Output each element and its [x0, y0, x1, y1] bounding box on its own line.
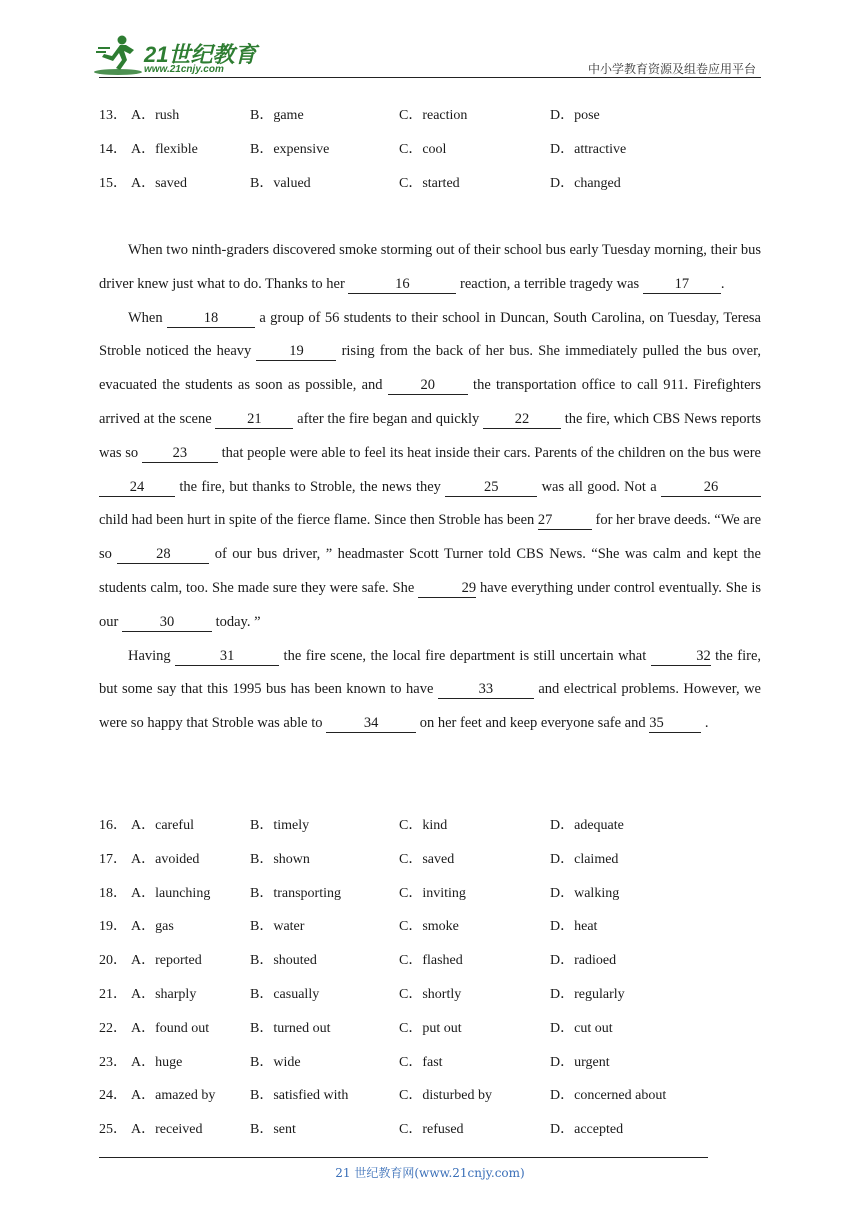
site-logo	[92, 34, 262, 78]
blank-30: 30	[122, 613, 212, 632]
option-d: D．regularly	[550, 987, 625, 1002]
passage-paragraph-2	[99, 302, 761, 640]
blank-16: 16	[348, 275, 456, 294]
option-a: A．reported	[131, 953, 202, 968]
question-24	[99, 1086, 761, 1106]
passage-paragraph-1	[99, 234, 761, 302]
question-number: 21．	[99, 987, 127, 1002]
option-c: C．flashed	[399, 953, 463, 968]
blank-26: 26	[661, 478, 761, 497]
blank-31: 31	[175, 647, 279, 666]
option-c: C．kind	[399, 818, 448, 833]
option-c: C．refused	[399, 1122, 464, 1137]
option-d: D．walking	[550, 886, 620, 901]
passage-text: the fire, which CBS News reports was so	[99, 410, 762, 461]
option-b: B．sent	[250, 1122, 296, 1137]
option-d: D．pose	[550, 108, 600, 123]
blank-17: 17	[643, 275, 721, 294]
blank-23: 23	[142, 444, 218, 463]
question-19	[99, 917, 761, 937]
option-a: A．found out	[131, 1021, 210, 1036]
blank-25: 25	[445, 478, 537, 497]
passage-text: the fire scene, the local fire department is still uncertain what	[279, 647, 651, 664]
option-b: B．game	[250, 108, 304, 123]
option-a: A．launching	[131, 886, 211, 901]
option-d: D．changed	[550, 176, 621, 191]
blank-22: 22	[483, 410, 561, 429]
passage-text: have everything under control eventually. She is our	[99, 579, 761, 630]
passage-text: .	[701, 715, 709, 732]
option-b: B．timely	[250, 818, 310, 833]
passage-text: .	[720, 275, 725, 292]
question-number: 19．	[99, 919, 127, 934]
question-21	[99, 985, 761, 1005]
option-c: C．put out	[399, 1021, 462, 1036]
question-number: 18．	[99, 886, 127, 901]
question-13	[99, 106, 761, 126]
question-16	[99, 816, 761, 836]
blank-21: 21	[215, 410, 293, 429]
page-footer[interactable]: 21 世纪教育网(www.21cnjy.com)	[335, 1166, 525, 1180]
blank-20: 20	[388, 376, 468, 395]
question-number: 25．	[99, 1122, 127, 1137]
option-a: A．huge	[131, 1055, 183, 1070]
passage-text: of our bus driver, ” headmaster Scott Turner told CBS News. “She was calm and kept the students calm, too. She made sure they were safe. She	[99, 546, 761, 596]
option-d: D．claimed	[550, 852, 619, 867]
option-b: B．shouted	[250, 953, 317, 968]
option-d: D．heat	[550, 919, 598, 934]
question-18	[99, 884, 761, 904]
option-a: A．received	[131, 1122, 203, 1137]
logo-url: www.21cnjy.com	[144, 64, 224, 75]
option-d: D．cut out	[550, 1021, 613, 1036]
option-a: A．rush	[131, 108, 180, 123]
blank-27: 27	[538, 511, 592, 530]
option-d: D．urgent	[550, 1055, 610, 1070]
passage-text: When two ninth-graders discovered smoke storming out of their school bus early Tuesday morning, their bus driver knew just what to do. Thanks to her	[99, 242, 761, 292]
option-a: A．sharply	[131, 987, 197, 1002]
footer-divider	[99, 1157, 708, 1158]
passage-text: Having	[128, 647, 176, 664]
option-b: B．casually	[250, 987, 320, 1002]
option-a: A．careful	[131, 818, 194, 833]
passage-text: on her feet and keep everyone safe and	[416, 715, 650, 732]
option-d: D．attractive	[550, 142, 627, 157]
header-tagline: 中小学教育资源及组卷应用平台	[587, 62, 756, 76]
passage-text: the transportation office to call 911. Firefighters arrived at the scene	[99, 377, 761, 427]
passage-text: today. ”	[211, 613, 261, 630]
option-a: A．saved	[131, 176, 187, 191]
question-22	[99, 1019, 761, 1039]
question-14	[99, 140, 761, 160]
question-20	[99, 951, 761, 971]
logo-title: 21世纪教育	[144, 42, 257, 67]
option-c: C．inviting	[399, 886, 466, 901]
question-number: 13．	[99, 108, 127, 123]
passage-text: When	[128, 309, 167, 326]
option-c: C．started	[399, 176, 460, 191]
blank-34: 34	[326, 714, 416, 733]
header-divider	[99, 77, 761, 78]
blank-32: 32	[651, 647, 711, 666]
question-number: 22．	[99, 1021, 127, 1036]
option-d: D．accepted	[550, 1122, 624, 1137]
option-b: B．shown	[250, 852, 310, 867]
option-b: B．wide	[250, 1055, 301, 1070]
question-number: 16．	[99, 818, 127, 833]
question-23	[99, 1053, 761, 1073]
cloze-passage	[99, 234, 761, 741]
passage-text: reaction, a terrible tragedy was	[456, 275, 643, 292]
blank-33: 33	[438, 680, 534, 699]
passage-text: was all good. Not a	[537, 478, 661, 495]
question-15	[99, 174, 761, 194]
question-number: 23．	[99, 1055, 127, 1070]
option-b: B．transporting	[250, 886, 341, 901]
option-a: A．gas	[131, 919, 174, 934]
blank-28: 28	[117, 545, 209, 564]
option-c: C．saved	[399, 852, 455, 867]
blank-18: 18	[167, 309, 255, 328]
option-d: D．adequate	[550, 818, 624, 833]
option-d: D．radioed	[550, 953, 617, 968]
question-number: 20．	[99, 953, 127, 968]
passage-text: for her brave deeds. “We are so	[99, 512, 761, 563]
question-25	[99, 1120, 761, 1140]
passage-text: rising from the back of her bus. She immediately pulled the bus over, evacuated the students as soon as possible, and	[99, 343, 761, 394]
option-b: B．valued	[250, 176, 311, 191]
blank-24: 24	[99, 478, 175, 497]
passage-text: the fire, but thanks to Stroble, the news they	[175, 478, 446, 495]
option-c: C．fast	[399, 1055, 443, 1070]
passage-text: child had been hurt in spite of the fierce flame. Since then Stroble has been	[99, 512, 538, 529]
option-b: B．satisfied with	[250, 1088, 349, 1103]
option-d: D．concerned about	[550, 1088, 667, 1103]
question-number: 17．	[99, 852, 127, 867]
option-c: C．cool	[399, 142, 447, 157]
runner-icon	[92, 34, 142, 78]
blank-19: 19	[256, 342, 336, 361]
option-a: A．flexible	[131, 142, 198, 157]
question-17	[99, 850, 761, 870]
passage-paragraph-3	[99, 640, 761, 741]
question-number: 15．	[99, 176, 127, 191]
option-c: C．disturbed by	[399, 1088, 492, 1103]
passage-text: and electrical problems. However, we were so happy that Stroble was able to	[99, 681, 761, 732]
blank-35: 35	[649, 714, 701, 733]
passage-text: after the fire began and quickly	[293, 410, 483, 427]
option-a: A．avoided	[131, 852, 200, 867]
blank-29: 29	[418, 579, 476, 598]
question-number: 14．	[99, 142, 127, 157]
option-b: B．expensive	[250, 142, 330, 157]
page-header	[0, 0, 860, 80]
option-c: C．reaction	[399, 108, 468, 123]
option-c: C．shortly	[399, 987, 462, 1002]
option-b: B．turned out	[250, 1021, 331, 1036]
passage-text: a group of 56 students to their school in Duncan, South Carolina, on Tuesday, Teresa Stroble noticed the heavy	[99, 309, 761, 360]
passage-text: the fire, but some say that this 1995 bus has been known to have	[99, 647, 761, 698]
passage-text: that people were able to feel its heat inside their cars. Parents of the children on the bus were	[217, 444, 761, 461]
option-b: B．water	[250, 919, 305, 934]
option-a: A．amazed by	[131, 1088, 216, 1103]
option-c: C．smoke	[399, 919, 459, 934]
question-number: 24．	[99, 1088, 127, 1103]
